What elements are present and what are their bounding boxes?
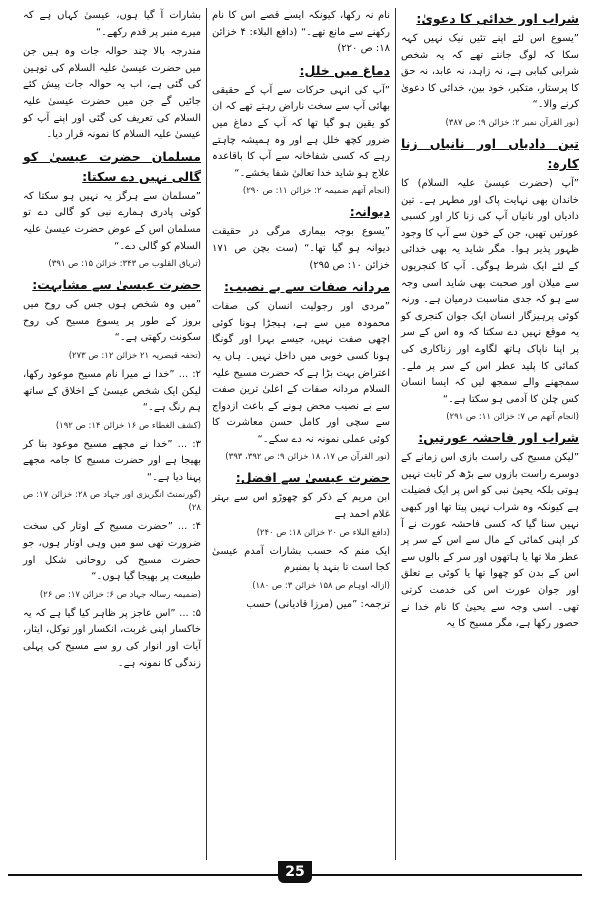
citation: (نور القرآن ص ۱۷، ۱۸ خزائن ۹: ص ۳۹۲، ۳۹۳)	[225, 452, 390, 463]
left-column	[20, 8, 204, 860]
text-columns	[8, 8, 582, 860]
citation: (دافع البلاء ص ۲۰ خزائن ۱۸: ص ۲۴۰)	[256, 527, 390, 538]
middle-column	[209, 8, 393, 860]
paragraph: ”یسوع اس لئے اپنے تئیں نیک نہیں کہہ سکا کہ لوگ جانتے تھے کہ یہ شخص شرابی کبابی ہے، نہ زاہد، نہ عابد، نہ حق کا پرستار، متکبر، خود بین، خدائی کا دعویٰ کرنے والا۔“	[401, 33, 579, 111]
section-heading: حضرت عیسیٰ سے مشابہت:	[32, 277, 201, 293]
paragraph: ”لیکن مسیح کی راست بازی اس زمانے کے دوسرے راست بازوں سے بڑھ کر ثابت نہیں ہوتی بلکہ یحییٰ نبی کو اس پر ایک فضیلت ہے کیونکہ وہ شراب نہیں پیتا تھا اور کبھی نہیں سنا گیا کہ کسی فاحشہ عورت نے آ کر اپنی کمائی کے مال سے اس کے سر پر عطر ملا تھا یا ہاتھوں اور سر کے بالوں سے اس کے بدن کو چھوا تھا یا کوئی بے تعلق اور جوان عورت اس کی خدمت کرتی تھی۔ اسی وجہ سے یحییٰ کا نام خدا نے حصور رکھا ہے، مگر مسیح کا یہ	[401, 452, 579, 630]
paragraph: ۲: ... ”خدا نے میرا نام مسیح موعود رکھا، لیکن ایک شخص عیسیٰ کے اخلاق کے ساتھ ہم رنگ ہے۔“	[23, 368, 201, 414]
citation: (ازالہ اوہام ص ۱۵۸ خزائن ۳: ص ۱۸۰)	[252, 580, 390, 591]
page-number: 25	[278, 861, 312, 883]
citation: (ضمیمہ رسالہ جہاد ص ۶: خزائن ۱۷: ص ۲۶)	[39, 589, 201, 600]
paragraph: مندرجہ بالا چند حوالہ جات وہ ہیں جن میں حضرت عیسیٰ علیہ السلام کی توہین کی گئی ہے، اب یہ حوالہ جات پیش کئے جائیں گے جن میں حضرت عیسیٰ علیہ السلام کی تعریف کی گئی اور اپنے آپ کو عیسیٰ علیہ السلام کا نمونہ قرار دیا۔	[23, 46, 201, 141]
citation: (انجام آتھم ضمیمہ ۲: خزائن ۱۱: ص ۲۹۰)	[242, 186, 390, 197]
citation: (انجام آتھم ص ۷: خزائن ۱۱: ص ۲۹۱)	[446, 412, 579, 423]
citation: (تریاق القلوب ص ۳۴۳: خزائن ۱۵: ص ۳۹۱)	[48, 259, 201, 270]
citation: (کشف الغطاء ص ۱۶ خزائن ۱۴: ص ۱۹۲)	[55, 420, 201, 431]
citation: (تحفہ قیصریہ ۲۱ خزائن ۱۲: ص ۲۷۳)	[68, 350, 201, 361]
section-heading: دیوانہ:	[349, 204, 390, 220]
section-heading: دماغ میں خلل:	[299, 62, 390, 78]
right-column	[398, 8, 582, 860]
section-heading: شراب اور خدائی کا دعویٰ:	[416, 11, 579, 26]
citation: (گورنمنٹ انگریزی اور جہاد ص ۲۸: خزائن ۱۷: ص ۲۸)	[23, 490, 201, 514]
paragraph: ”مردی اور رجولیت انسان کی صفات محمودہ میں سے ہے، ہیجڑا ہونا کوئی اچھی صفت نہیں، جیسے بہرا اور گونگا ہونا کسی خوبی میں داخل نہیں۔ ہاں یہ اعتراض بہت بڑا ہے کہ حضرت مسیح علیہ السلام مردانہ صفات کے اعلیٰ ترین صفت سے بے نصیب محض ہونے کے باعث ازدواج سے سچی اور کامل حسن معاشرت کا کوئی عملی نمونہ نہ دے سکے۔“	[212, 301, 390, 445]
column-divider	[395, 8, 396, 860]
paragraph: ۴: ... ”حضرت مسیح کے اوتار کی سخت ضرورت تھی سو میں وہی اوتار ہوں، جو حضرت مسیح کی روحانی شکل اور طبیعت پر بھیجا گیا ہوں۔“	[23, 521, 201, 583]
paragraph: ”آپ کی انہی حرکات سے آپ کے حقیقی بھائی آپ سے سخت ناراض رہتے تھے کہ ان کو یقین ہو گیا تھا کہ آپ کے دماغ میں ضرور کچھ خلل ہے اور وہ ہمیشہ چاہتے رہے کہ کسی شفاخانہ سے آپ کا باقاعدہ علاج ہو شاید خدا تعالیٰ شفا بخشے۔“	[212, 84, 390, 179]
section-heading: مسلمان حضرت عیسیٰ کو گالی نہیں دے سکتا:	[23, 148, 201, 184]
book-page	[8, 8, 582, 903]
paragraph: ۵: ... ”اس عاجز پر ظاہر کیا گیا ہے کہ یہ خاکسار اپنی غربت، انکسار اور توکل، ایثار، آیات اور انوار کی رو سے مسیح کی پہلی زندگی کا نمونہ ہے۔	[23, 607, 201, 669]
paragraph: بشارات آ گیا ہوں، عیسیٰ کہاں ہے کہ میرے منبر پر قدم رکھے۔“	[23, 10, 201, 38]
section-heading: مردانہ صفات سے بے نصیب:	[224, 279, 390, 295]
paragraph: نام نہ رکھا، کیونکہ ایسے قصے اس کا نام رکھنے سے مانع تھے۔“ (دافع البلاء: ۴ خزائن ۱۸: ص ۲۲۰)	[212, 10, 390, 55]
citation: (نور القرآن نمبر ۲: خزائن ۹: ص ۳۸۷)	[445, 117, 579, 128]
paragraph: ایک منم کہ حسب بشارات آمدم عیسیٰ کجا است تا بنہد پا بمنبرم	[212, 545, 390, 574]
paragraph: ”میں وہ شخص ہوں جس کی روح میں بروز کے طور پر یسوع مسیح کی روح سکونت رکھتی ہے۔“	[23, 299, 201, 344]
column-divider	[206, 8, 207, 860]
section-heading: تین دادیاں اور نانیاں زنا کارہ:	[401, 135, 579, 171]
section-heading: شراب اور فاحشہ عورتیں:	[418, 430, 579, 446]
section-heading: حضرت عیسیٰ سے افضل:	[235, 470, 390, 486]
paragraph: ”یسوع بوجہ بیماری مرگی در حقیقت دیوانہ ہو گیا تھا۔“ (ست بچن ص ۱۷۱ خزائن ۱۰: ص ۲۹۵)	[212, 226, 390, 271]
paragraph: ۳: ... ”خدا نے مجھے مسیح موعود بنا کر بھیجا ہے اور حضرت مسیح کا جامہ مجھے پہنا دیا ہے۔“	[23, 438, 201, 483]
paragraph: ”آپ (حضرت عیسیٰ علیہ السلام) کا خاندان بھی نہایت پاک اور مطہر ہے۔ تین دادیاں اور نانیاں آپ کی زنا کار اور کسبی عورتیں تھیں، جن کے خون سے آپ کا وجود ظہور پذیر ہوا۔ مگر شاید یہ بھی خدائی کے لئے ایک شرط ہوگی۔ آپ کا کنجریوں سے میلان اور صحبت بھی شاید اسی وجہ سے ہو کہ جدی مناسبت درمیان ہے۔ ورنہ کوئی پرہیزگار انسان ایک جوان کنجری کو یہ موقع نہیں دے سکتا کہ وہ اس کے سر پر اپنا ناپاک ہاتھ لگاوے اور زناکاری کی کمائی کا پلید عطر اس کے سر پر ملے۔ سمجھنے والے سمجھ لیں کہ ایسا انسان کس چلن کا آدمی ہو سکتا ہے۔“	[401, 177, 579, 405]
paragraph: ترجمہ: ”میں (مرزا قادیانی) حسب	[246, 598, 390, 610]
paragraph: ابن مریم کے ذکر کو چھوڑو اس سے بہتر غلام احمد ہے	[212, 492, 390, 521]
paragraph: ”مسلمان سے ہرگز یہ نہیں ہو سکتا کہ کوئی پادری ہمارے نبی کو گالی دے تو مسلمان اس کے عوض حضرت عیسیٰ علیہ السلام کو گالی دے۔“	[23, 190, 201, 252]
